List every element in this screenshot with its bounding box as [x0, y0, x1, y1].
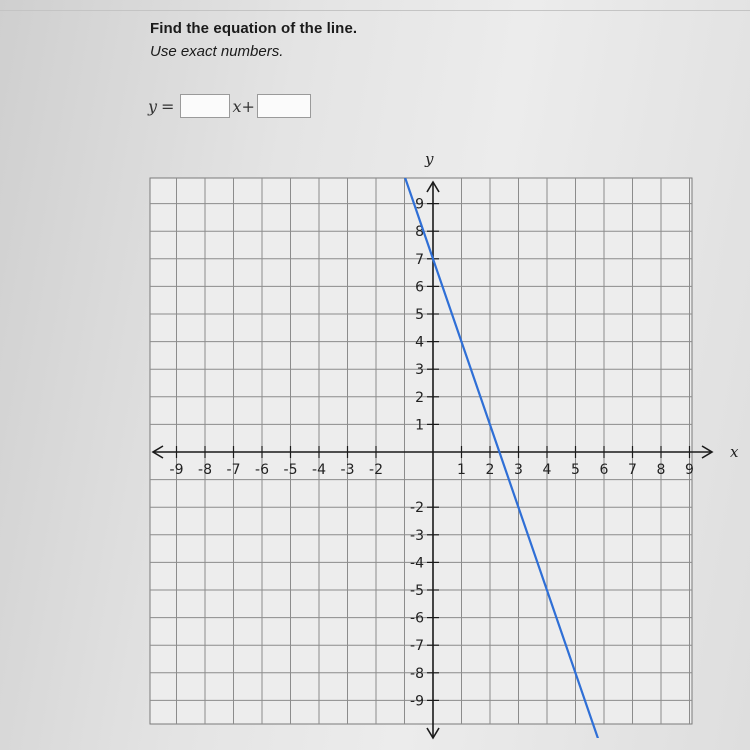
equation-y-label: y: [148, 96, 158, 116]
x-tick-label: -3: [340, 462, 355, 478]
x-tick-label: 5: [571, 462, 580, 478]
x-tick-label: -2: [369, 462, 383, 478]
y-tick-label: 9: [415, 196, 424, 213]
y-tick-label: -8: [410, 665, 424, 682]
y-tick-label: -5: [410, 583, 424, 599]
x-tick-label: 9: [685, 462, 694, 478]
x-tick-label: 3: [514, 462, 523, 478]
y-tick-label: 3: [415, 362, 424, 379]
y-tick-label: -4: [410, 555, 424, 572]
x-tick-label: -9: [169, 462, 184, 478]
y-tick-label: 5: [415, 307, 424, 323]
y-tick-label: 1: [415, 417, 424, 434]
y-axis-label: y: [425, 150, 434, 168]
x-tick-label: 8: [656, 462, 666, 478]
y-tick-label: 2: [415, 389, 424, 406]
x-tick-label: -6: [255, 462, 269, 478]
x-tick-label: 2: [485, 462, 495, 478]
x-tick-label: 7: [628, 462, 637, 478]
x-tick-label: -7: [226, 462, 241, 478]
y-tick-label: -2: [410, 500, 424, 517]
x-tick-label: 4: [542, 462, 552, 478]
x-tick-label: -5: [283, 462, 298, 478]
y-tick-label: -3: [410, 527, 424, 544]
x-tick-label: 1: [457, 462, 466, 478]
x-tick-label: -4: [312, 462, 326, 478]
x-tick-label: -8: [198, 462, 212, 478]
equation-x-label: x: [232, 96, 242, 116]
equals-sign: =: [161, 96, 175, 116]
x-axis-label: x: [730, 443, 739, 461]
y-tick-label: -7: [410, 638, 424, 655]
x-tick-label: 6: [599, 462, 609, 478]
y-tick-label: 7: [415, 251, 424, 268]
question-title: Find the equation of the line.: [150, 20, 358, 37]
y-tick-label: -9: [410, 693, 424, 710]
question-instructions: Use exact numbers.: [150, 43, 284, 60]
y-tick-label: 4: [415, 334, 424, 351]
y-tick-label: -6: [410, 610, 424, 627]
y-tick-label: 6: [415, 279, 424, 296]
y-tick-label: 8: [415, 224, 424, 241]
plus-sign: +: [241, 96, 255, 116]
